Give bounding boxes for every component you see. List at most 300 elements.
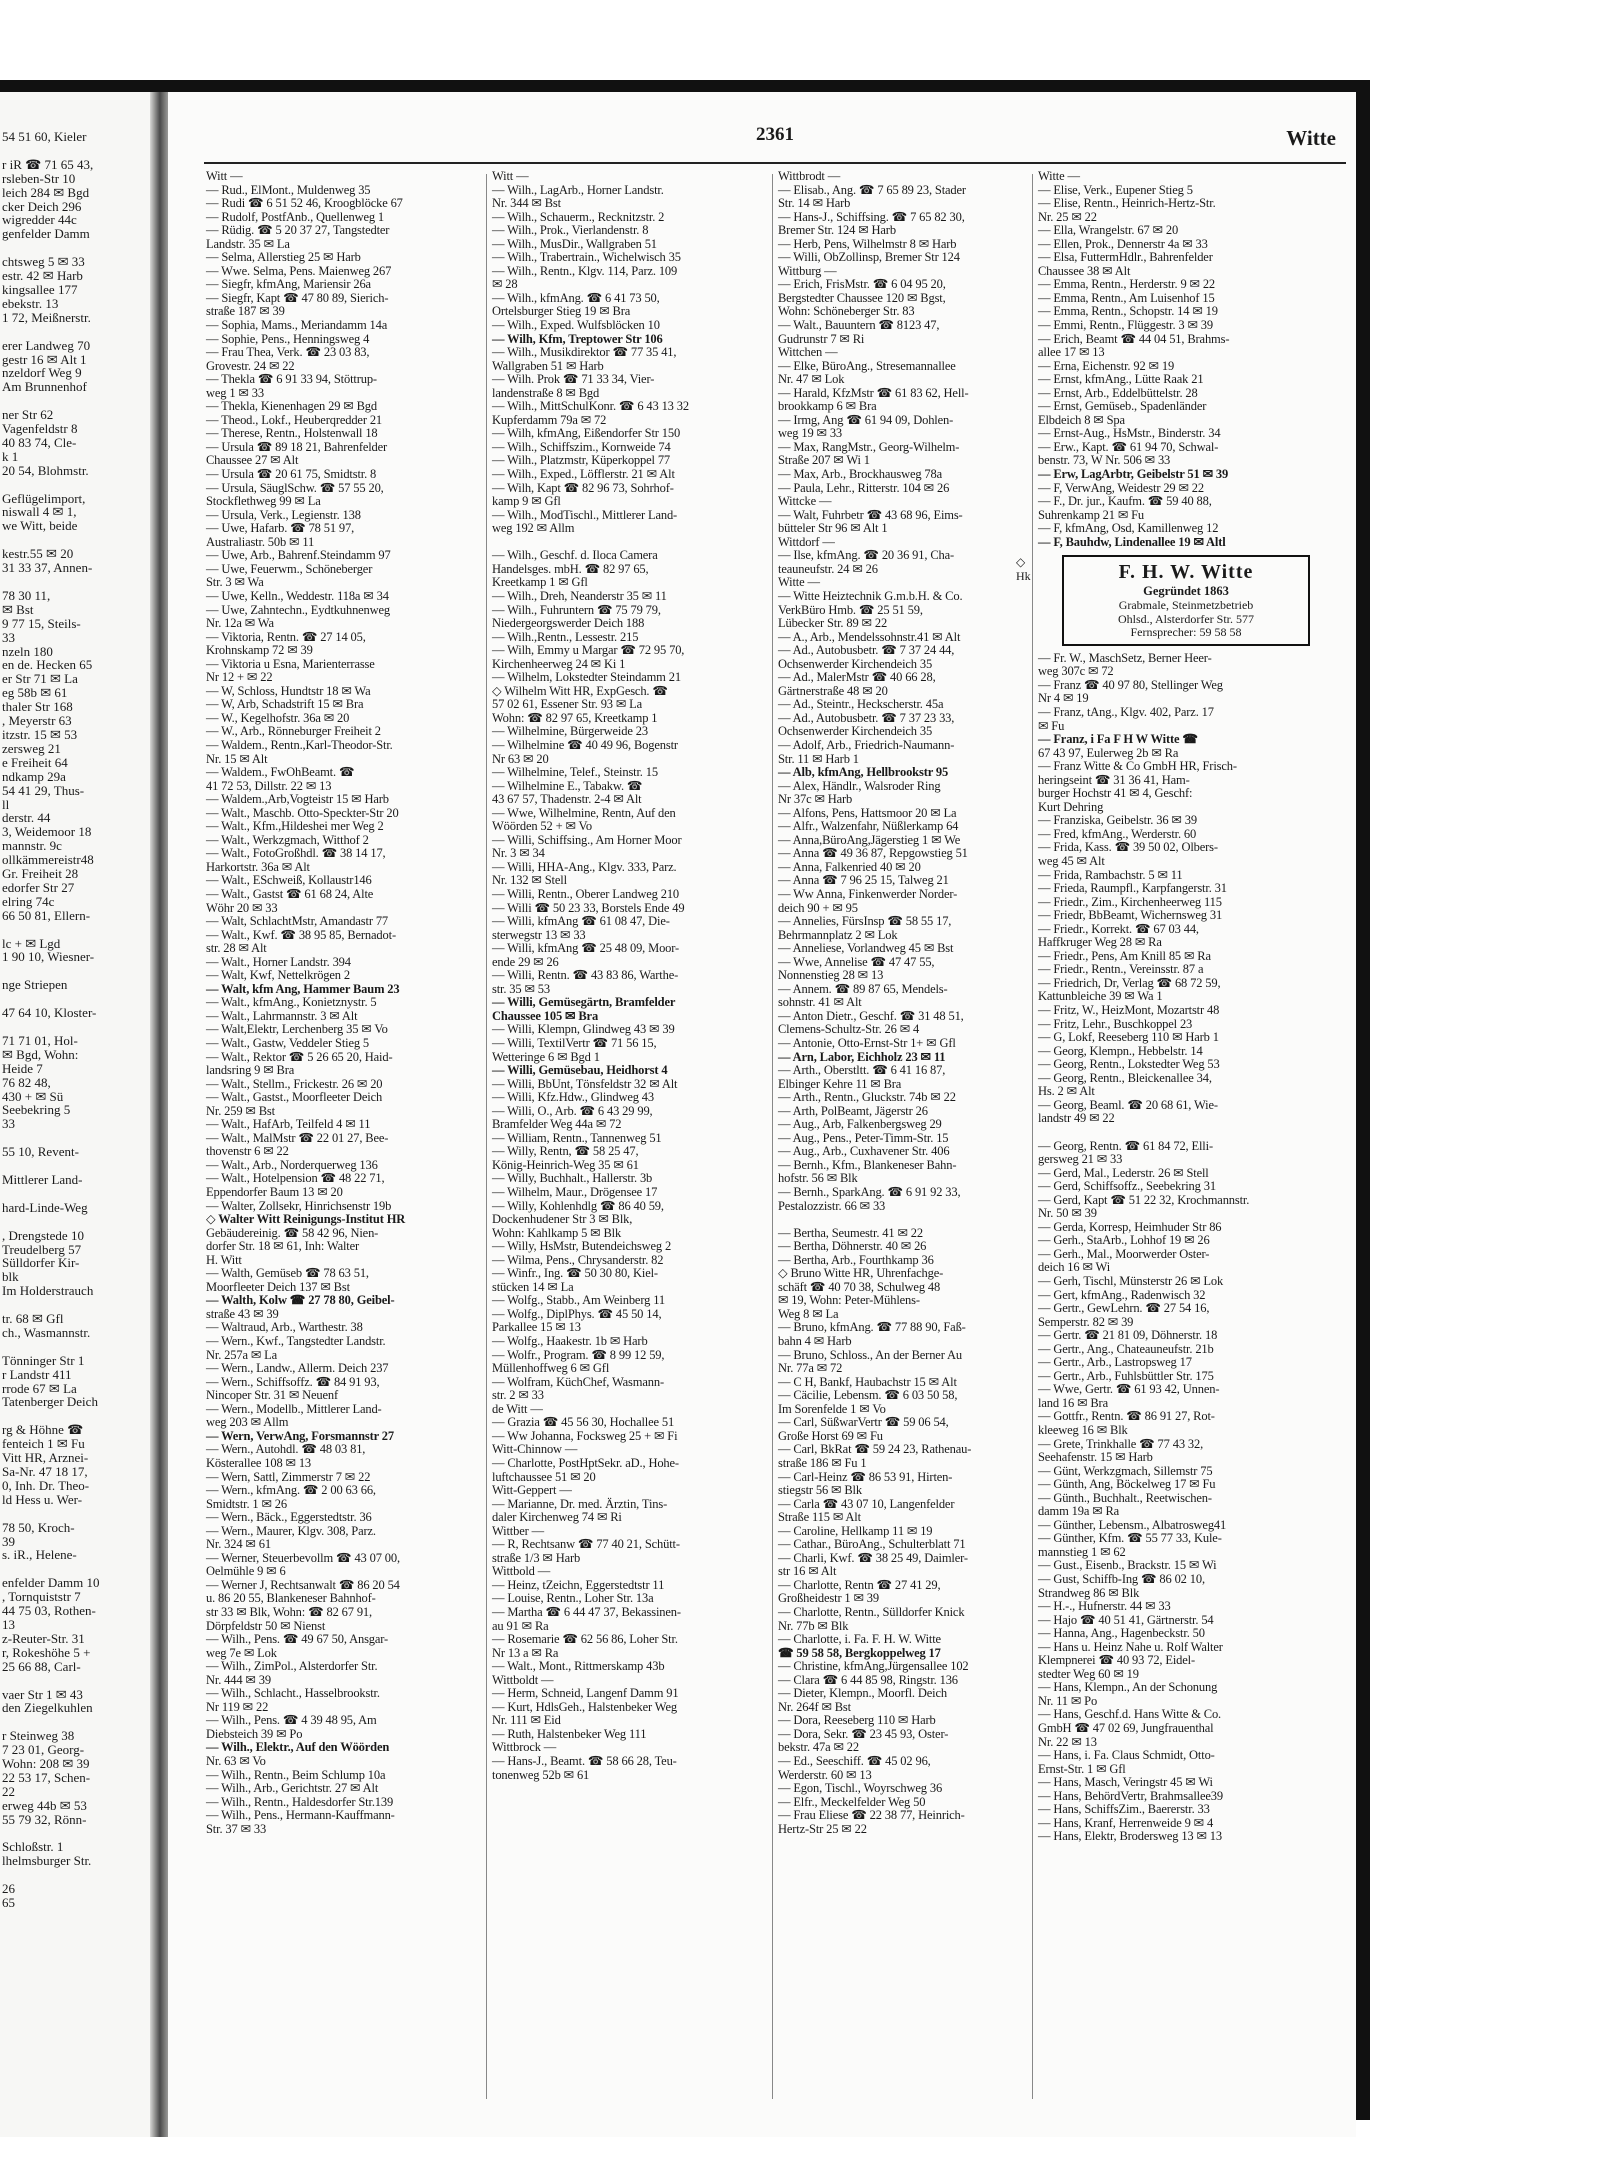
directory-entry-line: — Thekla ☎ 6 91 33 94, Stöttrup- (206, 372, 377, 387)
directory-entry-line: Hs. 2 ✉ Alt (1038, 1084, 1095, 1099)
directory-entry-line: — Waldem.,Arb,Vogteistr 15 ✉ Harb (206, 792, 389, 807)
previous-page-line: Tatenberger Deich (2, 1394, 98, 1410)
directory-entry-line: — Willi, TextilVertr ☎ 71 56 15, (492, 1036, 657, 1050)
directory-entry-line: Eppendorfer Baum 13 ✉ 20 (206, 1185, 343, 1200)
previous-page-line (0, 1020, 150, 1034)
directory-entry-line: — Ad., Autobusbetr. ☎ 7 37 24 44, (778, 643, 955, 658)
directory-entry-line: — Rud., ElMont., Muldenweg 35 (206, 182, 371, 197)
directory-entry-line: — Erna, Eichenstr. 92 ✉ 19 (1038, 358, 1175, 373)
previous-page-line: 65 (2, 1895, 15, 1911)
directory-entry-line: — Irmg, Ang ☎ 61 94 09, Dohlen- (778, 412, 954, 427)
directory-entry-line: Nr. 12a ✉ Wa (206, 616, 274, 631)
previous-page-line: 9 77 15, Steils- (2, 615, 81, 631)
previous-page-line: blk (2, 1269, 19, 1285)
directory-entry-line: — Willy, Kohlenhdlg ☎ 86 40 59, (492, 1198, 664, 1213)
previous-page-line: genfelder Damm (2, 226, 90, 242)
directory-entry-line: — Willi, Rentn. ☎ 43 83 86, Warthe- (492, 968, 679, 983)
previous-page-line: derstr. 44 (2, 810, 51, 826)
directory-entry-line: — Winfr., Ing. ☎ 50 30 80, Kiel- (492, 1266, 658, 1281)
directory-entry-line: — Waldem., FwOhBeamt. ☎ (206, 765, 355, 780)
directory-entry-line: — Hans, Geschf.d. Hans Witte & Co. (1038, 1707, 1222, 1722)
directory-entry-line: allee 17 ✉ 13 (1038, 345, 1105, 360)
previous-page-line (0, 923, 150, 937)
directory-entry-line: Wetteringe 6 ✉ Bgd 1 (492, 1049, 600, 1064)
directory-entry-line: ✉ Fu (1038, 718, 1065, 733)
directory-entry-line: schäft ☎ 40 70 38, Schulweg 48 (778, 1279, 941, 1294)
previous-page-line: 13 (2, 1616, 15, 1632)
previous-page-line (0, 1674, 150, 1688)
directory-entry-line: — Dora, Reeseberg 110 ✉ Harb (778, 1713, 936, 1728)
directory-entry-line: str. 2 ✉ 33 (492, 1388, 544, 1403)
previous-page-line: we Witt, beide (2, 518, 78, 534)
previous-page-line: Vitt HR, Arznei- (2, 1450, 89, 1466)
directory-entry-line: — Wilhelmine, Bürgerweide 23 (492, 724, 648, 739)
directory-entry-line: — Wilh., MittSchulKonr. ☎ 6 43 13 32 (492, 399, 689, 414)
directory-entry-line: — Fritz, Lehr., Buschkoppel 23 (1038, 1016, 1193, 1031)
column-divider (772, 174, 773, 2099)
directory-entry-line: — Ed., Seeschiff. ☎ 45 02 96, (778, 1753, 931, 1768)
directory-entry-line: Nr 119 ✉ 22 (206, 1699, 269, 1714)
scan-border-top (0, 80, 1370, 92)
directory-entry-line: — Kurt, HdlsGeh., Halstenbeker Weg (492, 1699, 677, 1714)
directory-entry-line: Nr 63 ✉ 20 (492, 751, 549, 766)
directory-entry-line: — Gottfr., Rentn. ☎ 86 91 27, Rot- (1038, 1409, 1215, 1424)
directory-entry-line: Kupferdamm 79a ✉ 72 (492, 412, 607, 427)
directory-entry-line: — Willi, Klempn, Glindweg 43 ✉ 39 (492, 1022, 675, 1037)
directory-entry-line: — Ilse, kfmAng. ☎ 20 36 91, Cha- (778, 548, 955, 563)
directory-entry-line: — Wern., Landw., Allerm. Deich 237 (206, 1361, 389, 1376)
directory-entry-line: — Gerh, Tischl, Münsterstr 26 ✉ Lok (1038, 1273, 1224, 1288)
directory-entry-line: — W, Schloss, Hundtstr 18 ✉ Wa (206, 683, 371, 698)
directory-entry-line: — Wilh., Platzmstr, Küperkoppel 77 (492, 453, 671, 468)
directory-entry-line: — Gertr., Arb., Lastropsweg 17 (1038, 1355, 1192, 1370)
previous-page-line: Treudelberg 57 (2, 1241, 82, 1257)
directory-entry-line: Nr. 50 ✉ 39 (1038, 1206, 1097, 1221)
directory-entry-line: Hertz-Str 25 ✉ 22 (778, 1821, 867, 1836)
directory-entry-line: — Emmi, Rentn., Flüggestr. 3 ✉ 39 (1038, 318, 1213, 333)
previous-page-line: 39 (2, 1533, 15, 1549)
directory-entry-line: — Alfr., Walzenfahr, Nüßlerkamp 64 (778, 819, 959, 834)
previous-page-line: 1 90 10, Wiesner- (2, 949, 95, 965)
directory-entry-line: — Wilh., Pens. ☎ 4 39 48 95, Am (206, 1713, 377, 1728)
directory-entry-line: — Wilhelmine ☎ 40 49 96, Bogenstr (492, 737, 678, 752)
directory-entry-line: — Wolfr., Program. ☎ 8 99 12 59, (492, 1347, 665, 1362)
directory-entry-line: — Sophia, Mams., Meriandamm 14a (206, 318, 388, 333)
previous-page-line: edorfer Str 27 (2, 879, 75, 895)
directory-entry-line: — Carl-Heinz ☎ 86 53 91, Hirten- (778, 1469, 953, 1484)
directory-entry-line: Großheidestr 1 ✉ 39 (778, 1591, 880, 1606)
directory-entry-line: luftchaussee 51 ✉ 20 (492, 1469, 596, 1484)
directory-entry-line: — W., Arb., Rönneburger Freiheit 2 (206, 724, 381, 739)
previous-page-line: ch., Wasmannstr. (2, 1324, 91, 1340)
directory-entry-line: Ochsenwerder Kirchendeich 35 (778, 656, 933, 671)
directory-entry-line: Wöhr 20 ✉ 33 (206, 900, 278, 915)
directory-entry-line: Gudrunstr 7 ✉ Ri (778, 331, 865, 346)
previous-page-line (0, 1868, 150, 1882)
directory-entry-line: Klempnerei ☎ 40 93 72, Eidel- (1038, 1653, 1196, 1668)
directory-entry-line: — Harald, KfzMstr ☎ 61 83 62, Hell- (778, 385, 969, 400)
directory-entry-line: — Wilh, kfmAng, Eißendorfer Str 150 (492, 426, 681, 441)
previous-page-line: erweg 44b ✉ 53 (2, 1797, 87, 1813)
directory-entry-line: dorfer Str. 18 ✉ 61, Inh: Walter (206, 1239, 360, 1254)
previous-page-line: tr. 68 ✉ Gfl (2, 1311, 64, 1327)
directory-entry-line: Behrmannplatz 2 ✉ Lok (778, 927, 898, 942)
directory-entry-line: — Wilh., MusDir., Wallgraben 51 (492, 236, 657, 251)
directory-entry-line: Witt — (206, 169, 243, 183)
directory-entry-line: — Wilh., Schiffszim., Kornweide 74 (492, 439, 671, 454)
directory-entry-line: — Walt., Kfm.,Hildeshei mer Weg 2 (206, 819, 384, 834)
directory-entry-line: — Charlotte, Rentn ☎ 27 41 29, (778, 1577, 941, 1592)
advertisement-marker: ◇ Hk (1016, 555, 1031, 584)
directory-entry-line: — Ernst, Gemüseb., Spadenländer (1038, 399, 1207, 414)
directory-entry-line: — Franziska, Geibelstr. 36 ✉ 39 (1038, 813, 1197, 828)
directory-entry-line (492, 536, 770, 550)
directory-entry-line: — Annelies, FürsInsp ☎ 58 55 17, (778, 914, 952, 929)
directory-entry-line: — Wilh., Musikdirektor ☎ 77 35 41, (492, 345, 677, 360)
directory-entry-line: — W, Arb, Schadstrift 15 ✉ Bra (206, 697, 364, 712)
directory-entry-line: — Georg, Rentn. ☎ 61 84 72, Elli- (1038, 1138, 1213, 1153)
directory-entry-line: — Walt., kfmAng., Konietznystr. 5 (206, 995, 377, 1010)
directory-entry-line: Bramfelder Weg 44a ✉ 72 (492, 1117, 622, 1132)
previous-page-line: e Freiheit 64 (2, 754, 68, 770)
directory-entry-line: — Hans, BehördVertr, Brahmsallee39 (1038, 1788, 1223, 1803)
directory-entry-line: — Clara ☎ 6 44 85 98, Ringstr. 136 (778, 1672, 958, 1687)
directory-entry-line: — Bertha, Arb., Fourthkamp 36 (778, 1252, 934, 1267)
directory-entry-line: — Arth, PolBeamt, Jägerstr 26 (778, 1103, 928, 1118)
previous-page-line (0, 478, 150, 492)
directory-entry-line: Nr. 257a ✉ La (206, 1347, 278, 1362)
directory-entry-line: Landstr. 35 ✉ La (206, 236, 290, 251)
directory-entry-line: ◇ Walter Witt Reinigungs-Institut HR (206, 1212, 406, 1227)
directory-entry-line: — Gert, kfmAng., Radenwisch 32 (1038, 1287, 1206, 1302)
directory-entry-line: Smidtstr. 1 ✉ 26 (206, 1496, 288, 1511)
previous-page-line: k 1 (2, 448, 19, 464)
previous-page-line: Wohn: 208 ✉ 39 (2, 1756, 90, 1772)
directory-entry-line: bahn 4 ✉ Harb (778, 1334, 852, 1349)
directory-entry-line: — Günth, Ang, Böckelweg 17 ✉ Fu (1038, 1477, 1216, 1492)
previous-page-line: wigredder 44c (2, 212, 77, 228)
directory-entry-line: — Wilh., Pens., Hermann-Kauffmann- (206, 1808, 395, 1823)
directory-entry-line: — Walt., Arb., Norderquerweg 136 (206, 1157, 378, 1172)
directory-entry-line: — Willi, Schiffsing., Am Horner Moor (492, 832, 682, 847)
directory-entry-line: — Rosemarie ☎ 62 56 86, Loher Str. (492, 1632, 678, 1647)
directory-entry-line: au 91 ✉ Ra (492, 1618, 549, 1633)
directory-entry-line: — Günth., Buchhalt., Reetwischen- (1038, 1490, 1212, 1505)
directory-entry-line: — Gertr., GewLehrn. ☎ 27 54 16, (1038, 1301, 1210, 1316)
directory-entry-line: — Elisab., Ang. ☎ 7 65 89 23, Stader (778, 182, 966, 197)
previous-page-line: 3, Weidemoor 18 (2, 824, 92, 840)
directory-entry-line: tonenweg 52b ✉ 61 (492, 1767, 590, 1782)
directory-entry-line: — Emma, Rentn., Herderstr. 9 ✉ 22 (1038, 277, 1216, 292)
previous-page-line: eg 58b ✉ 61 (2, 685, 68, 701)
directory-entry-line: Handelsges. mbH. ☎ 82 97 65, (492, 561, 649, 576)
previous-page-line: rrode 67 ✉ La (2, 1380, 77, 1396)
directory-entry-line: bütteler Str 96 ✉ Alt 1 (778, 521, 888, 536)
directory-entry-line: weg 7e ✉ Lok (206, 1645, 277, 1660)
directory-entry-line: landstr 49 ✉ 22 (1038, 1111, 1115, 1126)
directory-entry-line: — Walt., HafArb, Teilfeld 4 ✉ 11 (206, 1117, 371, 1132)
directory-entry-line: land 16 ✉ Bra (1038, 1395, 1108, 1410)
directory-entry-line: — Waldem., Rentn.,Karl-Theodor-Str. (206, 737, 393, 752)
previous-page-line (0, 533, 150, 547)
previous-page-line: , Tornquiststr 7 (2, 1589, 81, 1605)
directory-entry-line: — Wern., Bäck., Eggerstedtstr. 36 (206, 1510, 372, 1525)
directory-entry-line: Strandweg 86 ✉ Blk (1038, 1585, 1140, 1600)
directory-entry-line: — Hanna, Ang., Hagenbeckstr. 50 (1038, 1626, 1205, 1641)
directory-entry-line: Str. 14 ✉ Harb (778, 196, 851, 211)
directory-entry-line: — Therese, Rentn., Holstenwall 18 (206, 426, 378, 441)
directory-entry-line: ☎ 59 58 58, Bergkoppelweg 17 (778, 1645, 941, 1660)
previous-page-line: rsleben-Str 10 (2, 170, 76, 186)
previous-page-line: 0, Inh. Dr. Theo- (2, 1477, 90, 1493)
directory-entry-line: — Wilh., Pens. ☎ 49 67 50, Ansgar- (206, 1632, 389, 1647)
directory-entry-line: — Bertha, Döhnerstr. 40 ✉ 26 (778, 1239, 927, 1254)
directory-entry-line: Nr. 11 ✉ Po (1038, 1693, 1098, 1708)
directory-entry-line: Witte — (778, 575, 820, 590)
directory-entry-line: Str. 37 ✉ 33 (206, 1821, 267, 1836)
previous-page-line (0, 241, 150, 255)
directory-entry-line: — Martha ☎ 6 44 47 37, Bekassinen- (492, 1604, 681, 1619)
directory-entry-line: — Ad., Steintr., Heckscherstr. 45a (778, 697, 944, 712)
directory-entry-line: — Gust, Schiffb-Ing ☎ 86 02 10, (1038, 1572, 1205, 1586)
directory-entry-line: Nr. 324 ✉ 61 (206, 1537, 271, 1552)
directory-entry-line: — Wern., Kwf., Tangstedter Landstr. (206, 1334, 386, 1349)
directory-entry-line: Elbdeich 8 ✉ Spa (1038, 412, 1125, 427)
previous-page-line: Gr. Freiheit 28 (2, 866, 79, 882)
directory-entry-line: — H.-., Hufnerstr. 44 ✉ 33 (1038, 1599, 1171, 1614)
directory-entry-line: — Cathar., BüroAng., Schulterblatt 71 (778, 1537, 966, 1552)
directory-entry-line: — Erw., Kapt. ☎ 61 94 70, Schwal- (1038, 439, 1219, 454)
directory-entry-line: — Walth, Gemüseb ☎ 78 63 51, (206, 1266, 369, 1281)
directory-entry-line: — Heinz, tZeichn, Eggerstedtstr 11 (492, 1577, 665, 1592)
previous-page-line: 25 66 88, Carl- (2, 1658, 81, 1674)
directory-entry-line: — Walt., Bauuntern ☎ 8123 47, (778, 318, 940, 333)
directory-entry-line: — Walt., Maschb. Otto-Speckter-Str 20 (206, 805, 399, 820)
directory-entry-line: — Caroline, Hellkamp 11 ✉ 19 (778, 1523, 933, 1538)
directory-entry-line: — Walt, Fuhrbetr ☎ 43 68 96, Eims- (778, 507, 963, 522)
directory-entry-line: — Charlotte, i. Fa. F. H. W. Witte (778, 1632, 941, 1647)
directory-entry-line: — Wolfg., Stabb., Am Weinberg 11 (492, 1293, 665, 1308)
directory-entry-line: — Walter, Zollsekr, Hinrichsenstr 19b (206, 1198, 392, 1213)
previous-page-line (0, 1409, 150, 1423)
previous-page-line: hard-Linde-Weg (2, 1199, 88, 1215)
directory-entry-line: — Wern., kfmAng. ☎ 2 00 63 66, (206, 1483, 376, 1498)
directory-entry-line: Wohn: Schöneberger Str. 83 (778, 304, 915, 319)
directory-entry-line: — Hajo ☎ 40 51 41, Gärtnerstr. 54 (1038, 1612, 1214, 1627)
directory-entry-line: — Carla ☎ 43 07 10, Langenfelder (778, 1496, 955, 1511)
directory-entry-line: — Rudi ☎ 6 51 52 46, Kroogblöcke 67 (206, 196, 403, 211)
directory-entry-line: Stockflethweg 99 ✉ La (206, 494, 321, 509)
column-4-entries-bottom (1038, 652, 1338, 1844)
directory-entry-line: — Dora, Sekr. ☎ 23 45 93, Oster- (778, 1726, 949, 1741)
directory-entry-line: mannstieg 1 ✉ 62 (1038, 1544, 1126, 1559)
previous-page-line (0, 1715, 150, 1729)
previous-page-line: zersweg 21 (2, 740, 61, 756)
directory-entry-line: — Wilma, Pens., Chrysanderstr. 82 (492, 1252, 664, 1267)
directory-entry-line: Wittbold — (492, 1564, 551, 1579)
directory-entry-line: — Elfr., Meckelfelder Weg 50 (778, 1794, 926, 1809)
directory-entry-line: — Willy, HsMstr, Butendeichsweg 2 (492, 1239, 672, 1254)
directory-entry-line: 41 72 53, Dillstr. 22 ✉ 13 (206, 778, 332, 793)
directory-entry-line: — Cäcilie, Lebensm. ☎ 6 03 50 58, (778, 1388, 958, 1403)
directory-entry-line: — Friedr., Korrekt. ☎ 67 03 44, (1038, 921, 1199, 936)
directory-entry-line: weg 192 ✉ Allm (492, 521, 575, 536)
directory-entry-line: — Elke, BüroAng., Stresemannallee (778, 358, 956, 373)
directory-entry-line: — Wern., Autohdl. ☎ 48 03 81, (206, 1442, 366, 1457)
advertisement-box (1062, 555, 1310, 646)
directory-entry-line: — Wwe, Annelise ☎ 47 47 55, (778, 954, 935, 969)
previous-page-line: 31 33 37, Annen- (2, 560, 93, 576)
directory-entry-line: Wittburg — (778, 263, 837, 278)
directory-entry-line: — Alex, Händlr., Walsroder Ring (778, 778, 941, 793)
previous-page-line: Geflügelimport, (2, 490, 86, 506)
directory-entry-line: — Wilh, Emmy u Margar ☎ 72 95 70, (492, 643, 685, 658)
directory-entry-line: — Wolfram, KüchChef, Wasmann- (492, 1374, 664, 1389)
directory-entry-line: — Ernst-Aug., HsMstr., Binderstr. 34 (1038, 426, 1221, 441)
directory-entry-line: — Wwe, Wilhelmine, Rentn, Auf den (492, 805, 676, 820)
previous-page-line: r Steinweg 38 (2, 1728, 75, 1744)
directory-entry-line: — Uwe, Zahntechn., Eydtkuhnenweg (206, 602, 391, 617)
directory-entry-line: — Walt., Lahrmannstr. 3 ✉ Alt (206, 1008, 358, 1023)
directory-entry-line: — Walt., Rektor ☎ 5 26 65 20, Haid- (206, 1049, 393, 1064)
directory-entry-line: 57 02 61, Essener Str. 93 ✉ La (492, 697, 643, 712)
directory-entry-line: — G, Lokf, Reeseberg 110 ✉ Harb 1 (1038, 1030, 1219, 1045)
directory-entry-line: — Viktoria u Esna, Marienterrasse (206, 656, 375, 671)
directory-entry-line: Nincoper Str. 31 ✉ Neuenf (206, 1388, 339, 1403)
directory-entry-line: — Ad., MalerMstr ☎ 40 66 28, (778, 670, 936, 685)
previous-page-line (0, 1159, 150, 1173)
directory-entry-line: — Witte Heiztechnik G.m.b.H. & Co. (778, 588, 963, 603)
directory-entry-line: — Siegfr, Kapt ☎ 47 80 89, Sierich- (206, 290, 389, 305)
directory-entry-line: — Bernh., SparkAng. ☎ 6 91 92 33, (778, 1185, 961, 1200)
directory-entry-line: kamp 9 ✉ Gfl (492, 494, 561, 509)
directory-entry-line: — Wilh., Exped., Löfflerstr. 21 ✉ Alt (492, 467, 675, 482)
advertisement-line: Fernsprecher: 59 58 58 (1130, 625, 1242, 640)
directory-entry-line: straße 1/3 ✉ Harb (492, 1550, 581, 1565)
directory-entry-line: — Louise, Rentn., Loher Str. 13a (492, 1591, 654, 1606)
column-4-entries-top (1038, 170, 1338, 549)
directory-entry-line: — Dieter, Klempn., Moorfl. Deich (778, 1686, 947, 1701)
directory-entry-line: — Gust., Eisenb., Brackstr. 15 ✉ Wi (1038, 1558, 1217, 1573)
directory-entry-line: — Elise, Rentn., Heinrich-Hertz-Str. (1038, 196, 1216, 211)
previous-page-line: r iR ☎ 71 65 43, (2, 156, 94, 172)
directory-entry-line: — Selma, Allerstieg 25 ✉ Harb (206, 250, 361, 265)
directory-entry-line: Wöörden 52 + ✉ Vo (492, 819, 592, 834)
previous-page-line: lc + ✉ Lgd (2, 935, 61, 951)
directory-entry-line: — Wern., Schiffsoffz. ☎ 84 91 93, (206, 1374, 380, 1389)
previous-page-line: Sa-Nr. 47 18 17, (2, 1464, 88, 1479)
directory-entry-line: — Herb, Pens, Wilhelmstr 8 ✉ Harb (778, 236, 957, 251)
directory-entry-line: — Fred, kfmAng., Werderstr. 60 (1038, 826, 1197, 841)
directory-entry-line: Müllenhoffweg 6 ✉ Gfl (492, 1361, 610, 1376)
directory-entry-line: — Elise, Verk., Eupener Stieg 5 (1038, 182, 1193, 197)
directory-entry-line: — Willi, HHA-Ang., Klgv. 333, Parz. (492, 859, 677, 874)
previous-page-line (0, 992, 150, 1006)
directory-entry-line: — R, Rechtsanw ☎ 77 40 21, Schütt- (492, 1537, 680, 1552)
directory-entry-line: Straße 207 ✉ Wi 1 (778, 453, 870, 468)
directory-entry-line: — Rudolf, PostfAnb., Quellenweg 1 (206, 209, 385, 224)
previous-page-line: 78 30 11, (2, 587, 51, 603)
directory-entry-line: heringseint ☎ 31 36 41, Ham- (1038, 772, 1190, 787)
directory-entry-line: — Walth, Kolw ☎ 27 78 80, Geibel- (206, 1293, 395, 1308)
directory-entry-line: Wittdorf — (778, 534, 835, 549)
directory-entry-line: Wittbrock — (492, 1740, 557, 1755)
directory-entry-line: — Uwe, Hafarb. ☎ 78 51 97, (206, 521, 355, 536)
directory-entry-line: kleeweg 16 ✉ Blk (1038, 1422, 1128, 1437)
directory-entry-line: — Waltraud, Arb., Warthestr. 38 (206, 1320, 363, 1335)
advertisement-line: Ohlsd., Alsterdorfer Str. 577 (1118, 611, 1254, 626)
previous-page-line: enfelder Damm 10 (2, 1575, 100, 1591)
page-header (204, 122, 1344, 162)
directory-entry-line: Kattunbleiche 39 ✉ Wa 1 (1038, 989, 1163, 1004)
directory-entry-line: 67 43 97, Eulerweg 2b ✉ Ra (1038, 745, 1179, 760)
directory-entry-line: sohnstr. 41 ✉ Alt (778, 995, 862, 1010)
directory-entry-line: — Georg, Beaml. ☎ 20 68 61, Wie- (1038, 1097, 1218, 1112)
directory-entry-line: — Charlotte, Rentn., Sülldorfer Knick (778, 1604, 965, 1619)
directory-entry-line: weg 203 ✉ Allm (206, 1415, 289, 1430)
directory-entry-line: weg 45 ✉ Alt (1038, 854, 1105, 869)
previous-page-line: 26 (2, 1881, 15, 1897)
previous-page-line (0, 1215, 150, 1229)
directory-entry-line: — Gertr. ☎ 21 81 09, Döhnerstr. 18 (1038, 1328, 1218, 1343)
directory-entry-line: Ortelsburger Stieg 19 ✉ Bra (492, 304, 631, 319)
directory-entry-line: Gebäudereinig. ☎ 58 42 96, Nien- (206, 1225, 379, 1240)
directory-entry-line: Witte — (1038, 169, 1080, 183)
directory-entry-line: — Wilh., Rentn., Klgv. 114, Parz. 109 (492, 263, 678, 278)
column-divider (486, 174, 487, 2099)
directory-entry-line: Clemens-Schultz-Str. 26 ✉ 4 (778, 1022, 920, 1037)
directory-entry-line: Nr. 264f ✉ Bst (778, 1699, 851, 1714)
previous-page-line: en de. Hecken 65 (2, 657, 93, 673)
previous-page-line: s. iR., Helene- (2, 1547, 77, 1563)
previous-page-line (0, 1507, 150, 1521)
previous-page-line: 44 75 03, Rothen- (2, 1603, 96, 1619)
previous-page-line: fenteich 1 ✉ Fu (2, 1436, 85, 1452)
previous-page-line (0, 144, 150, 158)
directory-entry-line: gersweg 21 ✉ 33 (1038, 1152, 1123, 1167)
directory-entry-line: u. 86 20 55, Blankeneser Bahnhof- (206, 1591, 376, 1606)
previous-page-line (0, 1298, 150, 1312)
directory-entry-line: deich 90 + ✉ 95 (778, 900, 858, 915)
directory-entry-line: Nr. 77b ✉ Blk (778, 1618, 849, 1633)
directory-entry-line: — Wilh., ZimPol., Alsterdorfer Str. (206, 1659, 378, 1674)
directory-entry-line: — Max, RangMstr., Georg-Wilhelm- (778, 439, 960, 454)
directory-entry-line: Ochsenwerder Kirchendeich 35 (778, 724, 933, 739)
directory-entry-line: H. Witt (206, 1252, 242, 1267)
directory-entry-line: — Alb, kfmAng, Hellbrookstr 95 (778, 765, 949, 780)
directory-entry-line: — Uwe, Feuerwm., Schöneberger (206, 561, 373, 576)
directory-entry-line: — W., Kegelhofstr. 36a ✉ 20 (206, 710, 350, 725)
directory-entry-line: Nr. 132 ✉ Stell (492, 873, 567, 888)
directory-entry-line: — Arn, Labor, Eichholz 23 ✉ 11 (778, 1049, 946, 1064)
directory-entry-line: — Anna,BüroAng,Jägerstieg 1 ✉ We (778, 832, 961, 847)
directory-entry-line: Nr. 344 ✉ Bst (492, 196, 561, 211)
directory-entry-line: Nr. 3 ✉ 34 (492, 846, 545, 861)
directory-entry-line: VerkBüro Hmb. ☎ 25 51 59, (778, 602, 923, 617)
directory-entry-line: Witt-Geppert — (492, 1483, 572, 1498)
previous-page-line (0, 1131, 150, 1145)
directory-entry-line: Chaussee 38 ✉ Alt (1038, 263, 1131, 278)
directory-entry-line: Str. 3 ✉ Wa (206, 575, 264, 590)
directory-entry-line: stedter Weg 60 ✉ 19 (1038, 1666, 1139, 1681)
directory-entry-line: — Ursula ☎ 20 61 75, Smidtstr. 8 (206, 467, 377, 482)
directory-entry-line: — Wilh. Prok ☎ 71 33 34, Vier- (492, 372, 655, 387)
column-divider (1032, 174, 1033, 2099)
advertisement-line: Grabmale, Steinmetzbetrieb (1118, 598, 1254, 613)
directory-entry-line: — Emma, Rentn., Schopstr. 14 ✉ 19 (1038, 304, 1218, 319)
directory-entry-line: — Hans, Kranf, Herrenweide 9 ✉ 4 (1038, 1815, 1214, 1830)
directory-entry-line: — Christine, kfmAng,Jürgensallee 102 (778, 1659, 969, 1674)
